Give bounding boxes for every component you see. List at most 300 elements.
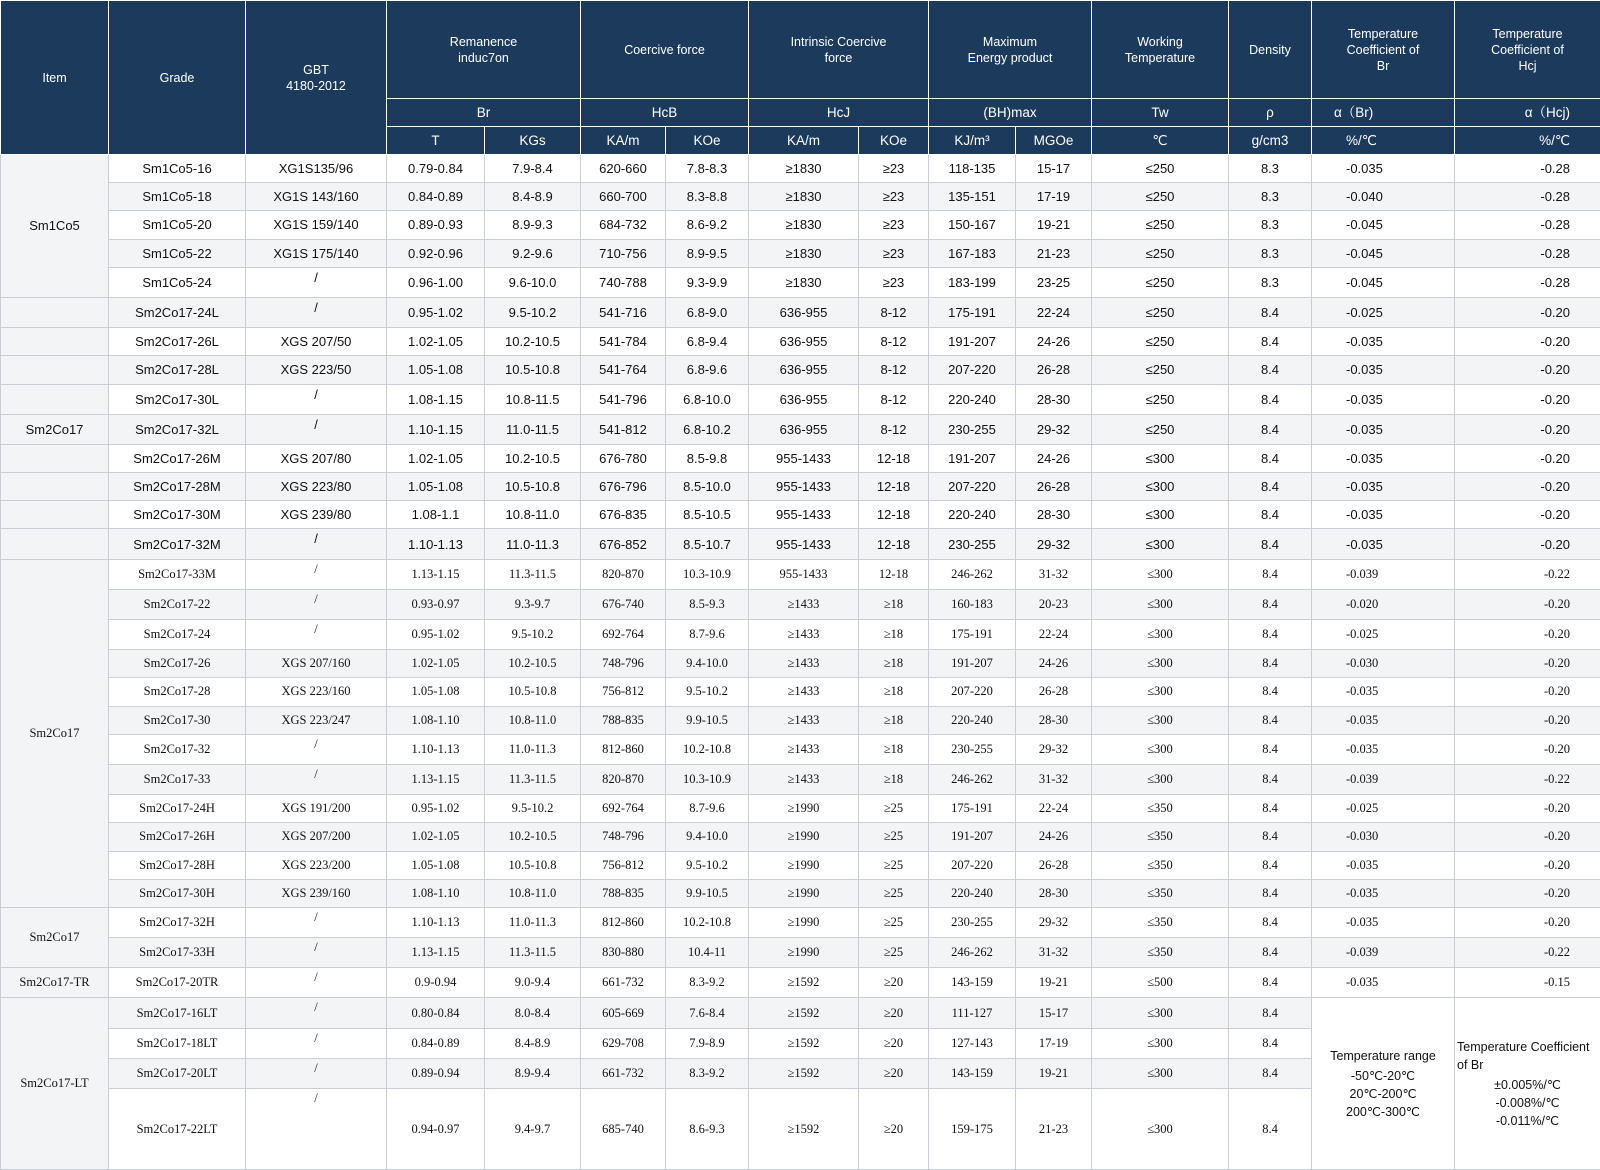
bhmax-mgoe-cell: 29-32	[1016, 734, 1092, 764]
bhmax-mgoe-cell: 15-17	[1016, 155, 1092, 183]
alpha-hcj-cell: -0.20	[1455, 706, 1600, 734]
bhmax-mgoe-cell: 28-30	[1016, 384, 1092, 414]
tw-cell: ≤300	[1092, 734, 1229, 764]
alpha-hcj-cell: -0.28	[1455, 183, 1600, 211]
hcj-koe-cell: ≥25	[859, 851, 929, 879]
hcj-kam-cell: 955-1433	[749, 529, 859, 559]
hcb-koe-cell: 10.3-10.9	[666, 764, 749, 794]
hcj-kam-cell: ≥1990	[749, 938, 859, 968]
density-cell: 8.3	[1229, 267, 1312, 297]
alpha-hcj-cell: -0.20	[1455, 414, 1600, 444]
br-kgs-cell: 11.3-11.5	[485, 764, 581, 794]
item-cell	[1, 297, 109, 327]
br-t-cell: 1.02-1.05	[387, 823, 485, 851]
table-row	[1, 734, 1600, 764]
alpha-br-cell: -0.035	[1312, 356, 1455, 384]
density-cell: 8.4	[1229, 678, 1312, 706]
alpha-br-cell: -0.035	[1312, 907, 1455, 937]
grade-cell: Sm2Co17-20TR	[109, 968, 246, 998]
hcj-koe-cell: ≥20	[859, 1028, 929, 1058]
grade-cell: Sm2Co17-26M	[109, 444, 246, 472]
gbt-cell: /	[246, 529, 387, 559]
bhmax-mgoe-cell: 22-24	[1016, 620, 1092, 650]
density-cell: 8.4	[1229, 356, 1312, 384]
header-unit-kgs: KGs	[485, 127, 581, 155]
alpha-br-cell: -0.045	[1312, 211, 1455, 239]
gbt-cell: XGS 223/50	[246, 356, 387, 384]
hcb-kam-cell: 605-669	[581, 998, 666, 1028]
item-cell	[1, 356, 109, 384]
br-t-cell: 1.05-1.08	[387, 356, 485, 384]
density-cell: 8.4	[1229, 414, 1312, 444]
br-kgs-cell: 10.2-10.5	[485, 328, 581, 356]
header-symbol-hcj: HcJ	[749, 99, 929, 127]
item-cell	[1, 328, 109, 356]
item-cell	[1, 473, 109, 501]
header-unit-gcm3: g/cm3	[1229, 127, 1312, 155]
density-cell: 8.3	[1229, 239, 1312, 267]
bhmax-kjm3-cell: 230-255	[929, 907, 1016, 937]
density-cell: 8.4	[1229, 559, 1312, 589]
density-cell: 8.4	[1229, 328, 1312, 356]
hcb-koe-cell: 6.8-10.2	[666, 414, 749, 444]
gbt-cell: XGS 207/50	[246, 328, 387, 356]
grade-cell: Sm2Co17-16LT	[109, 998, 246, 1028]
hcj-kam-cell: ≥1830	[749, 239, 859, 267]
hcj-koe-cell: 8-12	[859, 328, 929, 356]
bhmax-kjm3-cell: 143-159	[929, 968, 1016, 998]
header-symbol-hcb: HcB	[581, 99, 749, 127]
hcj-koe-cell: ≥18	[859, 734, 929, 764]
table-row	[1, 414, 1600, 444]
hcj-kam-cell: ≥1433	[749, 734, 859, 764]
density-cell: 8.4	[1229, 734, 1312, 764]
header-unit-koe: KOe	[666, 127, 749, 155]
grade-cell: Sm1Co5-18	[109, 183, 246, 211]
note-range-2: 20℃-200℃	[1314, 1085, 1452, 1103]
table-row	[1, 559, 1600, 589]
hcj-koe-cell: ≥25	[859, 907, 929, 937]
hcj-koe-cell: ≥25	[859, 879, 929, 907]
table-row	[1, 650, 1600, 678]
bhmax-kjm3-cell: 246-262	[929, 559, 1016, 589]
br-kgs-cell: 10.8-11.0	[485, 706, 581, 734]
note-coef-1: ±0.005%/℃	[1457, 1076, 1598, 1094]
note-coef-3: -0.011%/℃	[1457, 1112, 1598, 1130]
bhmax-mgoe-cell: 29-32	[1016, 529, 1092, 559]
bhmax-mgoe-cell: 31-32	[1016, 938, 1092, 968]
gbt-cell: /	[246, 1058, 387, 1088]
hcb-kam-cell: 748-796	[581, 650, 666, 678]
table-row	[1, 678, 1600, 706]
bhmax-kjm3-cell: 220-240	[929, 384, 1016, 414]
bhmax-kjm3-cell: 143-159	[929, 1058, 1016, 1088]
hcj-koe-cell: ≥20	[859, 968, 929, 998]
bhmax-mgoe-cell: 17-19	[1016, 183, 1092, 211]
hcb-koe-cell: 8.5-10.7	[666, 529, 749, 559]
hcb-kam-cell: 661-732	[581, 1058, 666, 1088]
tw-cell: ≤300	[1092, 589, 1229, 619]
alpha-br-cell: -0.039	[1312, 764, 1455, 794]
gbt-cell: /	[246, 1028, 387, 1058]
br-kgs-cell: 10.2-10.5	[485, 650, 581, 678]
br-kgs-cell: 9.5-10.2	[485, 297, 581, 327]
bhmax-kjm3-cell: 207-220	[929, 678, 1016, 706]
density-cell: 8.3	[1229, 155, 1312, 183]
hcj-koe-cell: ≥18	[859, 589, 929, 619]
alpha-hcj-cell: -0.28	[1455, 267, 1600, 297]
hcb-koe-cell: 9.5-10.2	[666, 678, 749, 706]
br-t-cell: 1.05-1.08	[387, 851, 485, 879]
gbt-cell: /	[246, 764, 387, 794]
hcj-kam-cell: ≥1830	[749, 155, 859, 183]
alpha-br-cell: -0.035	[1312, 444, 1455, 472]
density-cell: 8.4	[1229, 823, 1312, 851]
tw-cell: ≤250	[1092, 384, 1229, 414]
gbt-cell: /	[246, 734, 387, 764]
tw-cell: ≤300	[1092, 1089, 1229, 1170]
grade-cell: Sm2Co17-33M	[109, 559, 246, 589]
table-row	[1, 297, 1600, 327]
hcj-koe-cell: ≥18	[859, 620, 929, 650]
density-cell: 8.4	[1229, 1089, 1312, 1170]
br-kgs-cell: 10.8-11.0	[485, 501, 581, 529]
alpha-hcj-cell: -0.22	[1455, 764, 1600, 794]
hcj-koe-cell: 12-18	[859, 529, 929, 559]
hcb-koe-cell: 10.3-10.9	[666, 559, 749, 589]
bhmax-mgoe-cell: 23-25	[1016, 267, 1092, 297]
hcj-koe-cell: 8-12	[859, 356, 929, 384]
tw-cell: ≤250	[1092, 414, 1229, 444]
grade-cell: Sm2Co17-24	[109, 620, 246, 650]
header-remanence: Remanence induc7on	[387, 1, 581, 99]
bhmax-kjm3-cell: 207-220	[929, 356, 1016, 384]
grade-cell: Sm2Co17-32	[109, 734, 246, 764]
table-row	[1, 907, 1600, 937]
alpha-br-cell: -0.035	[1312, 879, 1455, 907]
br-t-cell: 0.89-0.94	[387, 1058, 485, 1088]
hcj-kam-cell: ≥1830	[749, 267, 859, 297]
hcj-koe-cell: 8-12	[859, 414, 929, 444]
alpha-hcj-cell: -0.20	[1455, 678, 1600, 706]
hcb-kam-cell: 756-812	[581, 678, 666, 706]
bhmax-kjm3-cell: 150-167	[929, 211, 1016, 239]
br-kgs-cell: 10.2-10.5	[485, 444, 581, 472]
tw-cell: ≤350	[1092, 938, 1229, 968]
header-intrinsic-coercive-force: Intrinsic Coercive force	[749, 1, 929, 99]
hcb-kam-cell: 820-870	[581, 559, 666, 589]
header-unit-mgoe: MGOe	[1016, 127, 1092, 155]
alpha-hcj-cell: -0.20	[1455, 297, 1600, 327]
br-kgs-cell: 11.0-11.5	[485, 414, 581, 444]
grade-cell: Sm2Co17-32M	[109, 529, 246, 559]
hcb-koe-cell: 8.3-9.2	[666, 1058, 749, 1088]
hcj-koe-cell: ≥25	[859, 823, 929, 851]
gbt-cell: /	[246, 589, 387, 619]
br-t-cell: 0.79-0.84	[387, 155, 485, 183]
alpha-hcj-cell: -0.28	[1455, 239, 1600, 267]
br-kgs-cell: 9.6-10.0	[485, 267, 581, 297]
grade-cell: Sm2Co17-32H	[109, 907, 246, 937]
br-t-cell: 0.84-0.89	[387, 1028, 485, 1058]
header-symbol-br: Br	[387, 99, 581, 127]
gbt-cell: /	[246, 297, 387, 327]
bhmax-mgoe-cell: 31-32	[1016, 559, 1092, 589]
hcj-koe-cell: ≥23	[859, 239, 929, 267]
bhmax-mgoe-cell: 29-32	[1016, 907, 1092, 937]
density-cell: 8.4	[1229, 297, 1312, 327]
alpha-br-cell: -0.025	[1312, 297, 1455, 327]
br-kgs-cell: 10.8-11.5	[485, 384, 581, 414]
alpha-hcj-cell: -0.20	[1455, 356, 1600, 384]
br-t-cell: 0.80-0.84	[387, 998, 485, 1028]
br-t-cell: 1.10-1.13	[387, 529, 485, 559]
br-t-cell: 1.13-1.15	[387, 559, 485, 589]
hcb-koe-cell: 9.4-10.0	[666, 823, 749, 851]
hcb-koe-cell: 9.4-10.0	[666, 650, 749, 678]
header-density: Density	[1229, 1, 1312, 99]
item-cell: Sm1Co5	[1, 155, 109, 298]
grade-cell: Sm2Co17-30L	[109, 384, 246, 414]
alpha-br-cell: -0.020	[1312, 589, 1455, 619]
alpha-hcj-cell: -0.20	[1455, 384, 1600, 414]
hcj-koe-cell: ≥18	[859, 678, 929, 706]
density-cell: 8.4	[1229, 851, 1312, 879]
table-row	[1, 851, 1600, 879]
hcj-koe-cell: ≥23	[859, 267, 929, 297]
header-working-temperature: Working Temperature	[1092, 1, 1229, 99]
table-row	[1, 444, 1600, 472]
bhmax-kjm3-cell: 135-151	[929, 183, 1016, 211]
alpha-hcj-cell: -0.20	[1455, 444, 1600, 472]
br-kgs-cell: 8.9-9.3	[485, 211, 581, 239]
bhmax-kjm3-cell: 127-143	[929, 1028, 1016, 1058]
alpha-br-cell: -0.035	[1312, 384, 1455, 414]
grade-cell: Sm2Co17-28	[109, 678, 246, 706]
hcb-kam-cell: 661-732	[581, 968, 666, 998]
hcb-kam-cell: 541-812	[581, 414, 666, 444]
alpha-br-cell: -0.025	[1312, 795, 1455, 823]
br-kgs-cell: 10.5-10.8	[485, 678, 581, 706]
table-row	[1, 706, 1600, 734]
gbt-cell: XGS 239/80	[246, 501, 387, 529]
grade-cell: Sm2Co17-18LT	[109, 1028, 246, 1058]
hcb-koe-cell: 8.6-9.2	[666, 211, 749, 239]
gbt-cell: XGS 223/247	[246, 706, 387, 734]
gbt-cell: /	[246, 267, 387, 297]
hcj-kam-cell: 636-955	[749, 356, 859, 384]
density-cell: 8.4	[1229, 444, 1312, 472]
grade-cell: Sm2Co17-33	[109, 764, 246, 794]
density-cell: 8.4	[1229, 589, 1312, 619]
hcj-kam-cell: ≥1433	[749, 589, 859, 619]
br-t-cell: 1.08-1.15	[387, 384, 485, 414]
hcj-koe-cell: ≥23	[859, 183, 929, 211]
br-kgs-cell: 9.0-9.4	[485, 968, 581, 998]
hcb-koe-cell: 7.9-8.9	[666, 1028, 749, 1058]
grade-cell: Sm1Co5-16	[109, 155, 246, 183]
br-kgs-cell: 9.4-9.7	[485, 1089, 581, 1170]
alpha-br-cell: -0.040	[1312, 183, 1455, 211]
hcj-kam-cell: ≥1592	[749, 998, 859, 1028]
bhmax-mgoe-cell: 26-28	[1016, 356, 1092, 384]
item-cell	[1, 501, 109, 529]
hcb-koe-cell: 8.5-9.8	[666, 444, 749, 472]
grade-cell: Sm2Co17-20LT	[109, 1058, 246, 1088]
hcb-kam-cell: 710-756	[581, 239, 666, 267]
hcb-kam-cell: 676-740	[581, 589, 666, 619]
density-cell: 8.4	[1229, 795, 1312, 823]
hcb-kam-cell: 692-764	[581, 620, 666, 650]
alpha-hcj-cell: -0.20	[1455, 501, 1600, 529]
item-cell	[1, 444, 109, 472]
alpha-br-cell: -0.035	[1312, 501, 1455, 529]
bhmax-kjm3-cell: 207-220	[929, 851, 1016, 879]
header-coercive-force: Coercive force	[581, 1, 749, 99]
gbt-cell: /	[246, 414, 387, 444]
density-cell: 8.4	[1229, 764, 1312, 794]
bhmax-mgoe-cell: 19-21	[1016, 1058, 1092, 1088]
alpha-br-cell: -0.035	[1312, 734, 1455, 764]
alpha-hcj-cell: -0.22	[1455, 559, 1600, 589]
hcb-kam-cell: 748-796	[581, 823, 666, 851]
br-t-cell: 0.95-1.02	[387, 795, 485, 823]
hcj-kam-cell: ≥1433	[749, 764, 859, 794]
note-range-title: Temperature range	[1314, 1047, 1452, 1065]
alpha-br-cell: -0.035	[1312, 851, 1455, 879]
hcj-kam-cell: ≥1990	[749, 879, 859, 907]
item-cell	[1, 384, 109, 414]
hcj-kam-cell: ≥1830	[749, 211, 859, 239]
tw-cell: ≤250	[1092, 267, 1229, 297]
br-t-cell: 1.05-1.08	[387, 678, 485, 706]
br-kgs-cell: 8.0-8.4	[485, 998, 581, 1028]
table-row	[1, 998, 1600, 1028]
tw-cell: ≤300	[1092, 650, 1229, 678]
br-t-cell: 0.96-1.00	[387, 267, 485, 297]
br-kgs-cell: 11.3-11.5	[485, 938, 581, 968]
alpha-hcj-cell: -0.20	[1455, 823, 1600, 851]
grade-cell: Sm2Co17-22LT	[109, 1089, 246, 1170]
hcb-kam-cell: 676-780	[581, 444, 666, 472]
gbt-cell: XGS 223/80	[246, 473, 387, 501]
grade-cell: Sm2Co17-24H	[109, 795, 246, 823]
header-unit-celsius: ℃	[1092, 127, 1229, 155]
hcj-koe-cell: ≥20	[859, 1058, 929, 1088]
density-cell: 8.3	[1229, 211, 1312, 239]
bhmax-kjm3-cell: 183-199	[929, 267, 1016, 297]
hcj-kam-cell: ≥1592	[749, 1058, 859, 1088]
hcb-kam-cell: 660-700	[581, 183, 666, 211]
hcb-koe-cell: 10.4-11	[666, 938, 749, 968]
hcb-koe-cell: 9.9-10.5	[666, 879, 749, 907]
hcj-kam-cell: ≥1830	[749, 183, 859, 211]
alpha-br-cell: -0.035	[1312, 968, 1455, 998]
table-row	[1, 764, 1600, 794]
hcb-koe-cell: 9.5-10.2	[666, 851, 749, 879]
br-kgs-cell: 10.2-10.5	[485, 823, 581, 851]
table-row	[1, 529, 1600, 559]
hcb-kam-cell: 740-788	[581, 267, 666, 297]
bhmax-mgoe-cell: 26-28	[1016, 851, 1092, 879]
note-range-3: 200℃-300℃	[1314, 1103, 1452, 1121]
header-symbol-bhmax: (BH)max	[929, 99, 1092, 127]
br-kgs-cell: 8.4-8.9	[485, 183, 581, 211]
alpha-hcj-cell: -0.20	[1455, 589, 1600, 619]
density-cell: 8.4	[1229, 1028, 1312, 1058]
hcb-kam-cell: 812-860	[581, 907, 666, 937]
bhmax-mgoe-cell: 28-30	[1016, 706, 1092, 734]
grade-cell: Sm1Co5-24	[109, 267, 246, 297]
br-kgs-cell: 11.0-11.3	[485, 907, 581, 937]
br-t-cell: 1.10-1.13	[387, 907, 485, 937]
br-t-cell: 1.08-1.10	[387, 879, 485, 907]
gbt-cell: XGS 191/200	[246, 795, 387, 823]
bhmax-kjm3-cell: 246-262	[929, 938, 1016, 968]
density-cell: 8.4	[1229, 879, 1312, 907]
hcj-kam-cell: ≥1433	[749, 706, 859, 734]
tw-cell: ≤350	[1092, 907, 1229, 937]
bhmax-mgoe-cell: 21-23	[1016, 1089, 1092, 1170]
br-t-cell: 1.02-1.05	[387, 650, 485, 678]
hcj-koe-cell: 12-18	[859, 559, 929, 589]
gbt-cell: XGS 207/160	[246, 650, 387, 678]
bhmax-mgoe-cell: 24-26	[1016, 650, 1092, 678]
header-grade: Grade	[109, 1, 246, 155]
item-cell: Sm2Co17	[1, 907, 109, 967]
hcj-koe-cell: ≥25	[859, 938, 929, 968]
bhmax-mgoe-cell: 24-26	[1016, 328, 1092, 356]
grade-cell: Sm2Co17-26	[109, 650, 246, 678]
table-row	[1, 239, 1600, 267]
bhmax-kjm3-cell: 175-191	[929, 795, 1016, 823]
br-t-cell: 1.02-1.05	[387, 328, 485, 356]
bhmax-kjm3-cell: 167-183	[929, 239, 1016, 267]
hcb-kam-cell: 676-835	[581, 501, 666, 529]
tw-cell: ≤300	[1092, 678, 1229, 706]
item-cell	[1, 529, 109, 559]
density-cell: 8.4	[1229, 384, 1312, 414]
br-t-cell: 1.08-1.10	[387, 706, 485, 734]
bhmax-mgoe-cell: 29-32	[1016, 414, 1092, 444]
tw-cell: ≤300	[1092, 998, 1229, 1028]
alpha-hcj-cell: -0.20	[1455, 529, 1600, 559]
tw-cell: ≤300	[1092, 1058, 1229, 1088]
hcb-kam-cell: 684-732	[581, 211, 666, 239]
hcb-koe-cell: 8.9-9.5	[666, 239, 749, 267]
hcj-kam-cell: ≥1990	[749, 823, 859, 851]
gbt-cell: XG1S 175/140	[246, 239, 387, 267]
alpha-hcj-cell: -0.20	[1455, 620, 1600, 650]
table-row	[1, 823, 1600, 851]
hcb-kam-cell: 692-764	[581, 795, 666, 823]
bhmax-mgoe-cell: 24-26	[1016, 823, 1092, 851]
density-cell: 8.4	[1229, 529, 1312, 559]
bhmax-kjm3-cell: 160-183	[929, 589, 1016, 619]
density-cell: 8.4	[1229, 938, 1312, 968]
br-t-cell: 1.02-1.05	[387, 444, 485, 472]
br-kgs-cell: 7.9-8.4	[485, 155, 581, 183]
header-item: Item	[1, 1, 109, 155]
density-cell: 8.4	[1229, 501, 1312, 529]
bhmax-kjm3-cell: 159-175	[929, 1089, 1016, 1170]
alpha-hcj-cell: -0.28	[1455, 155, 1600, 183]
alpha-hcj-cell: -0.20	[1455, 795, 1600, 823]
gbt-cell: /	[246, 907, 387, 937]
hcb-koe-cell: 9.9-10.5	[666, 706, 749, 734]
hcb-koe-cell: 8.3-8.8	[666, 183, 749, 211]
lt-temperature-range-note	[1312, 998, 1455, 1170]
